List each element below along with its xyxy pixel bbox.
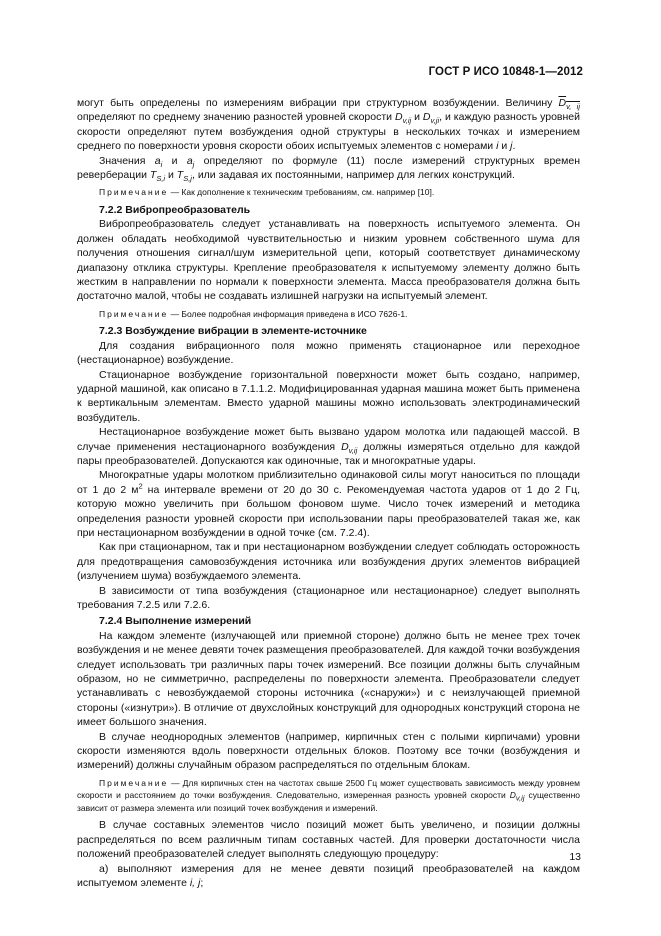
paragraph: На каждом элементе (излучающей или приемной стороне) должно быть не менее трех точек возбуждения и не менее девяти точек размещения преобразователей. Для каждой точки возбуждения следует использовать три различных пары точек измерений. Все позиции должны быть случайным образом, но не симметрично, распределены по поверхности элемента. Преобразователи следует устанавливать с невозбуждаемой стороны источника («снаружи») и с неизлучающей приемной стороны («изнутри»). В отличие от двухслойных конструкций для однородных конструкций сторона не имеет большого значения.: [77, 629, 580, 729]
paragraph: Значения $a_i$ и $a_j$ определяют по формуле (11) после измерений структурных времен реверберации $T_{S,i}$ и $T_{S,j}$, или задавая их постоянными, например для легких конструкций.: [77, 154, 580, 184]
paragraph: В зависимости от типа возбуждения (стационарное или нестационарное) следует выполнять требования 7.2.5 или 7.2.6.: [77, 584, 580, 611]
paragraph: Как при стационарном, так и при нестационарном возбуждении следует соблюдать осторожность для предотвращения самовозбуждения источника или возбуждения других элементов вибрацией (излучением шума) возбуждаемого элемента.: [77, 541, 580, 583]
note: Примечание — Более подробная информация приведена в ИСО 7626-1.: [99, 308, 408, 319]
symbol: $D_{v,ij}$: [509, 790, 525, 804]
section-heading: 7.2.3 Возбуждение вибрации в элементе-источнике: [99, 325, 367, 338]
note: Примечание — Для кирпичных стен на частотах свыше 2500 Гц может существовать зависимость между уровнем скорости и расстоянием до точки возбуждения. Следовательно, измеренная разность уровней скорости $D_{v,ij}$ существенно зависит от размера элемента или позиций точек возбуждения и измерений.: [77, 777, 580, 813]
section-heading: 7.2.4 Выполнение измерений: [99, 615, 252, 628]
symbol: $D_{v,ij}$: [341, 440, 358, 455]
symbol: $a_j$: [186, 154, 195, 169]
paragraph: В случае неоднородных элементов (например, кирпичных стен с полыми кирпичами) уровни скорости изменяются вдоль поверхности отдельных блоков. Поэтому все точки (возбуждения и измерений) должны случайным образом распределяться по отдельным блокам.: [77, 730, 580, 772]
page-number: 13: [569, 851, 581, 863]
paragraph: Нестационарное возбуждение может быть вызвано ударом молотка или падающей массой. В случае применения нестационарного возбуждения $D_{v,ij}$ должны измеряться отдельно для каждой пары преобразователей. Допускаются как одиночные, так и многократные удары.: [77, 426, 580, 467]
list-item: а) выполняют измерения для не менее девяти позиций преобразователей на каждом испытуемом элементе i, j;: [77, 862, 580, 889]
note: Примечание — Как дополнение к техническим требованиям, см. например [10].: [99, 187, 435, 198]
document-header: ГОСТ Р ИСО 10848-1—2012: [428, 66, 583, 78]
symbol: $D_{v,ij}$: [394, 111, 412, 126]
section-heading: 7.2.2 Вибропреобразователь: [99, 203, 251, 216]
symbol: $D_{v, ij}$: [558, 97, 580, 112]
page-content: [77, 96, 580, 890]
symbol: $T_{S,j}$: [176, 169, 192, 184]
symbol: $D_{v,ji}$: [422, 111, 440, 126]
paragraph: Многократные удары молотком приблизительно одинаковой силы могут наноситься по площади от 1 до 2 $м^2$ на интервале времени от 20 до 30 с. Рекомендуемая частота ударов от 1 до 2 Гц, которую можно увеличить при большом фоновом шуме. Число точек измерений и методика определения разности уровней скорости при использовании пары преобразователей такая же, как при нестационарном возбуждении в одной точке (см. 7.2.4).: [77, 469, 580, 539]
paragraph: Стационарное возбуждение горизонтальной поверхности может быть создано, например, ударной машиной, как описано в 7.1.1.2. Модифицированная ударная машина может быть применена к вертикальным элементам. Вместо ударной машины можно использовать электродинамический возбудитель.: [77, 368, 580, 424]
paragraph: Вибропреобразователь следует устанавливать на поверхность испытуемого элемента. Он должен обладать необходимой чувствительностью и низким уровнем собственного шума для получения отношения сигнал/шум измерительной цепи, который соответствует динамическому диапазону отклика структуры. Крепление преобразователя к испытуемому элементу должно быть жестким в направлении по нормали к поверхности элемента. Масса преобразователя должна быть достаточно малой, чтобы не создавать излишней нагрузки на испытуемый элемент.: [77, 218, 580, 303]
paragraph: В случае составных элементов число позиций может быть увеличено, и позиции должны распределяться по всем различным типам составных частей. Для проверки достаточности числа положений преобразователей следует выполнять следующую процедуру:: [77, 819, 580, 861]
symbol: $a_i$: [154, 154, 163, 169]
paragraph: Для создания вибрационного поля можно применять стационарное или переходное (нестационарное) возбуждение.: [77, 339, 580, 367]
paragraph: могут быть определены по измерениям вибрации при структурном возбуждении. Величину $D_{v, ij}$ определяют по среднему значению разностей уровней скорости $D_{v,ij}$ и $D_{v,ji}$, и каждую разность уровней скорости определяют путем возбуждения одной структуры в нескольких точках и измерением среднего по поверхности уровня скорости обоих испытуемых элементов с номерами i и j.: [77, 97, 581, 153]
symbol: $T_{S,i}$: [149, 169, 166, 184]
